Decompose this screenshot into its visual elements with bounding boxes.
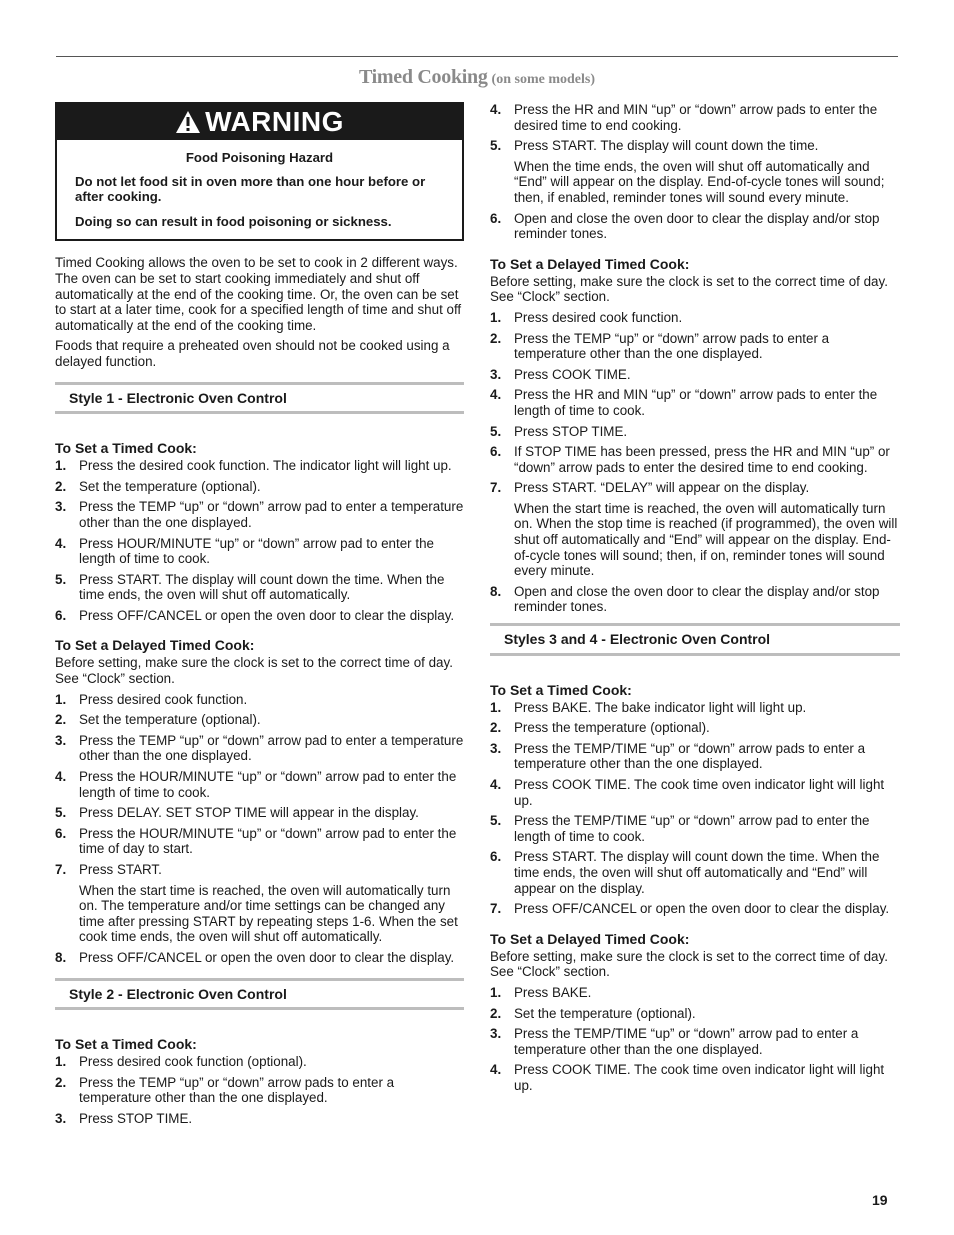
- step-text: Set the temperature (optional).: [79, 478, 261, 494]
- style34-delayed-steps: [490, 985, 900, 1094]
- step-number: 1.: [55, 458, 67, 474]
- step-item: [490, 901, 900, 917]
- style1-delayed-intro: Before setting, make sure the clock is set to the correct time of day. See “Clock” section.: [55, 655, 453, 687]
- step-number: 1.: [490, 309, 502, 325]
- step-number: 2.: [55, 478, 67, 494]
- warning-line-2: Doing so can result in food poisoning or sickness.: [75, 213, 392, 229]
- step-item: [55, 1054, 464, 1070]
- step-item: [55, 479, 464, 495]
- step-number: 4.: [490, 387, 502, 403]
- step-item: [55, 608, 464, 624]
- step-item: [490, 1026, 900, 1057]
- step-item: [55, 950, 464, 966]
- style1-timed-title: To Set a Timed Cook:: [55, 440, 197, 457]
- step-text: Press the HOUR/MINUTE “up” or “down” arrow pad to enter the length of time to cook.: [79, 769, 457, 800]
- step-text: Press STOP TIME.: [514, 423, 628, 439]
- step-item: [490, 367, 900, 383]
- step-item: [490, 211, 900, 242]
- step-number: 2.: [490, 720, 502, 736]
- step-number: 8.: [55, 949, 67, 965]
- step-item: [490, 138, 900, 205]
- step-note: When the start time is reached, the oven will automatically turn on. The temperature and/or time settings can be changed any time after pressing START by repeating steps 1-6. When the set cook time ends, the oven will shut off automatically.: [79, 882, 458, 945]
- style2-timed-steps-part2: [490, 102, 900, 242]
- style1-delayed-steps: [55, 692, 464, 966]
- step-text: Press START.: [79, 862, 162, 877]
- step-number: 3.: [55, 499, 67, 515]
- step-text: Open and close the oven door to clear the display and/or stop reminder tones.: [514, 583, 880, 615]
- step-number: 5.: [490, 813, 502, 829]
- step-number: 2.: [490, 1005, 502, 1021]
- warning-triangle-icon: [175, 110, 201, 134]
- step-text: Press the TEMP/TIME “up” or “down” arrow pad to enter a temperature other than the one displayed.: [514, 1026, 859, 1057]
- step-number: 3.: [490, 1026, 502, 1042]
- step-item: [490, 424, 900, 440]
- step-number: 3.: [55, 1110, 67, 1126]
- step-number: 5.: [55, 805, 67, 821]
- step-text: Open and close the oven door to clear the display and/or stop reminder tones.: [514, 210, 880, 242]
- step-item: [490, 444, 900, 475]
- step-text: Press COOK TIME. The cook time oven indicator light will light up.: [514, 1062, 885, 1093]
- warning-hazard: Food Poisoning Hazard: [185, 150, 334, 165]
- step-text: Press desired cook function (optional).: [79, 1054, 307, 1070]
- step-text: Press the TEMP “up” or “down” arrow pad to enter a temperature other than the one displayed.: [79, 732, 464, 764]
- step-number: 7.: [55, 862, 67, 877]
- step-number: 4.: [490, 777, 502, 792]
- step-text: Press STOP TIME.: [79, 1110, 193, 1126]
- step-item: [490, 1062, 900, 1093]
- warning-line-1: Do not let food sit in oven more than one hour before or after cooking.: [75, 173, 426, 205]
- step-number: 4.: [55, 769, 67, 785]
- style34-header: Styles 3 and 4 - Electronic Oven Control: [490, 623, 900, 656]
- step-number: 4.: [490, 102, 502, 117]
- step-number: 7.: [490, 480, 502, 496]
- intro-paragraph-2: Foods that require a preheated oven should not be cooked using a delayed function.: [55, 338, 450, 369]
- style2-header: Style 2 - Electronic Oven Control: [55, 978, 464, 1011]
- style1-delayed-title: To Set a Delayed Timed Cook:: [55, 637, 255, 654]
- step-number: 6.: [490, 849, 502, 865]
- style2-timed-title: To Set a Timed Cook:: [55, 1036, 197, 1053]
- step-item: [490, 700, 900, 716]
- step-number: 2.: [490, 330, 502, 346]
- step-item: [490, 102, 900, 133]
- step-item: [490, 310, 900, 326]
- step-text: Set the temperature (optional).: [79, 712, 261, 728]
- step-number: 2.: [55, 1074, 67, 1090]
- step-text: Press BAKE.: [514, 984, 592, 1000]
- style2-delayed-steps: [490, 310, 900, 615]
- step-item: [55, 805, 464, 821]
- step-item: [490, 584, 900, 615]
- step-item: [490, 813, 900, 844]
- style1-timed-steps: [55, 458, 464, 623]
- step-number: 4.: [490, 1062, 502, 1078]
- step-item: [490, 741, 900, 772]
- style34-timed-steps: [490, 700, 900, 917]
- step-text: Press the HR and MIN “up” or “down” arrow pads to enter the length of time to cook.: [514, 387, 878, 418]
- step-text: Set the temperature (optional).: [514, 1005, 696, 1021]
- step-number: 1.: [490, 984, 502, 1000]
- step-text: Press BAKE. The bake indicator light will light up.: [514, 699, 807, 715]
- step-text: Press START. The display will count down the time. When the time ends, the oven will shut off automatically.: [79, 571, 445, 603]
- step-number: 2.: [55, 712, 67, 728]
- style34-timed-title: To Set a Timed Cook:: [490, 681, 632, 698]
- style34-delayed-title: To Set a Delayed Timed Cook:: [490, 930, 690, 947]
- step-item: [490, 1006, 900, 1022]
- page-title-note: (on some models): [491, 72, 595, 87]
- step-item: [55, 499, 464, 530]
- step-number: 3.: [490, 740, 502, 756]
- step-text: Press OFF/CANCEL or open the oven door to clear the display.: [79, 949, 455, 965]
- step-text: Press OFF/CANCEL or open the oven door to clear the display.: [514, 901, 890, 917]
- step-item: [55, 769, 464, 800]
- warning-box: [55, 102, 464, 241]
- step-text: Press desired cook function.: [514, 309, 683, 325]
- warning-body: [57, 140, 462, 239]
- step-number: 8.: [490, 583, 502, 599]
- step-text: Press the desired cook function. The indicator light will light up.: [79, 458, 452, 474]
- step-number: 6.: [490, 444, 502, 460]
- step-item: [490, 331, 900, 362]
- style2-timed-steps-part1: [55, 1054, 464, 1126]
- step-number: 1.: [490, 699, 502, 715]
- step-number: 4.: [55, 535, 67, 551]
- step-number: 6.: [490, 210, 502, 226]
- step-note: When the start time is reached, the oven will automatically turn on. When the stop time is reached (if programmed), the oven will shut off automatically and “End” will appear on the display. End-of-cycle tones will sound; then, if on, reminder tones will sound every minute.: [514, 500, 898, 579]
- step-item: [490, 849, 900, 896]
- top-rule: [56, 56, 898, 57]
- step-item: [55, 536, 464, 567]
- step-number: 3.: [55, 732, 67, 748]
- step-item: [55, 712, 464, 728]
- style34-delayed-intro: Before setting, make sure the clock is set to the correct time of day. See “Clock” section.: [490, 948, 888, 980]
- step-number: 6.: [55, 825, 67, 841]
- step-text: Press the TEMP/TIME “up” or “down” arrow pads to enter a temperature other than the one displayed.: [514, 740, 866, 772]
- page-title-main: Timed Cooking: [359, 66, 488, 88]
- step-note: When the time ends, the oven will shut off automatically and “End” will appear on the display. End-of-cycle tones will sound; then, if enabled, reminder tones will sound every minute.: [514, 158, 885, 205]
- step-item: [490, 387, 900, 418]
- step-item: [490, 985, 900, 1001]
- step-text: If STOP TIME has been pressed, press the HR and MIN “up” or “down” arrow pads to enter the desired time to end cooking.: [514, 444, 890, 475]
- step-item: [490, 777, 900, 808]
- style2-delayed-intro: Before setting, make sure the clock is set to the correct time of day. See “Clock” section.: [490, 273, 888, 305]
- step-text: Press START. The display will count down the time. When the time ends, the oven will shut off automatically and “End” will appear on the display.: [514, 849, 880, 896]
- step-number: 3.: [490, 366, 502, 382]
- warning-label: WARNING: [205, 106, 344, 138]
- step-text: Press the TEMP “up” or “down” arrow pads to enter a temperature other than the one displayed.: [514, 330, 830, 362]
- step-item: [55, 826, 464, 857]
- step-number: 7.: [490, 901, 502, 917]
- step-item: [55, 862, 464, 945]
- right-column: [490, 102, 900, 1102]
- step-text: Press the TEMP “up” or “down” arrow pads to enter a temperature other than the one displayed.: [79, 1074, 395, 1106]
- step-text: Press START. “DELAY” will appear on the display.: [514, 480, 810, 496]
- step-text: Press the HR and MIN “up” or “down” arrow pads to enter the desired time to end cooking.: [514, 102, 878, 133]
- step-item: [55, 733, 464, 764]
- step-text: Press COOK TIME.: [514, 366, 631, 382]
- step-number: 5.: [490, 423, 502, 439]
- step-text: Press the HOUR/MINUTE “up” or “down” arrow pad to enter the time of day to start.: [79, 825, 457, 857]
- step-text: Press COOK TIME. The cook time oven indicator light will light up.: [514, 777, 885, 808]
- page-title: [0, 66, 954, 89]
- warning-header: [57, 104, 462, 140]
- step-text: Press the TEMP/TIME “up” or “down” arrow pad to enter the length of time to cook.: [514, 813, 870, 844]
- step-number: 5.: [490, 138, 502, 154]
- step-text: Press DELAY. SET STOP TIME will appear in the display.: [79, 805, 419, 821]
- page-number: 19: [872, 1192, 888, 1208]
- step-text: Press OFF/CANCEL or open the oven door to clear the display.: [79, 607, 455, 623]
- style1-header: Style 1 - Electronic Oven Control: [55, 382, 464, 415]
- step-number: 6.: [55, 607, 67, 623]
- step-item: [55, 458, 464, 474]
- step-item: [55, 572, 464, 603]
- left-column: [55, 102, 464, 1135]
- step-text: Press the TEMP “up” or “down” arrow pad to enter a temperature other than the one displayed.: [79, 499, 464, 530]
- step-text: Press desired cook function.: [79, 691, 248, 707]
- step-item: [490, 480, 900, 579]
- step-item: [490, 720, 900, 736]
- step-text: Press START. The display will count down the time.: [514, 138, 819, 154]
- step-item: [55, 1075, 464, 1106]
- step-text: Press the temperature (optional).: [514, 720, 710, 736]
- step-number: 1.: [55, 1054, 67, 1070]
- step-number: 5.: [55, 571, 67, 587]
- step-item: [55, 1111, 464, 1127]
- intro-paragraph-1: Timed Cooking allows the oven to be set to cook in 2 different ways. The oven can be set to start cooking immediately and shut off automatically at the end of the cooking time. Or, the oven can be set to start at a later time, cook for a specified length of time and shut off automatically at the end of the cooking time.: [55, 255, 462, 333]
- step-number: 1.: [55, 691, 67, 707]
- step-text: Press HOUR/MINUTE “up” or “down” arrow pad to enter the length of time to cook.: [79, 535, 434, 567]
- style2-delayed-title: To Set a Delayed Timed Cook:: [490, 255, 690, 272]
- step-item: [55, 692, 464, 708]
